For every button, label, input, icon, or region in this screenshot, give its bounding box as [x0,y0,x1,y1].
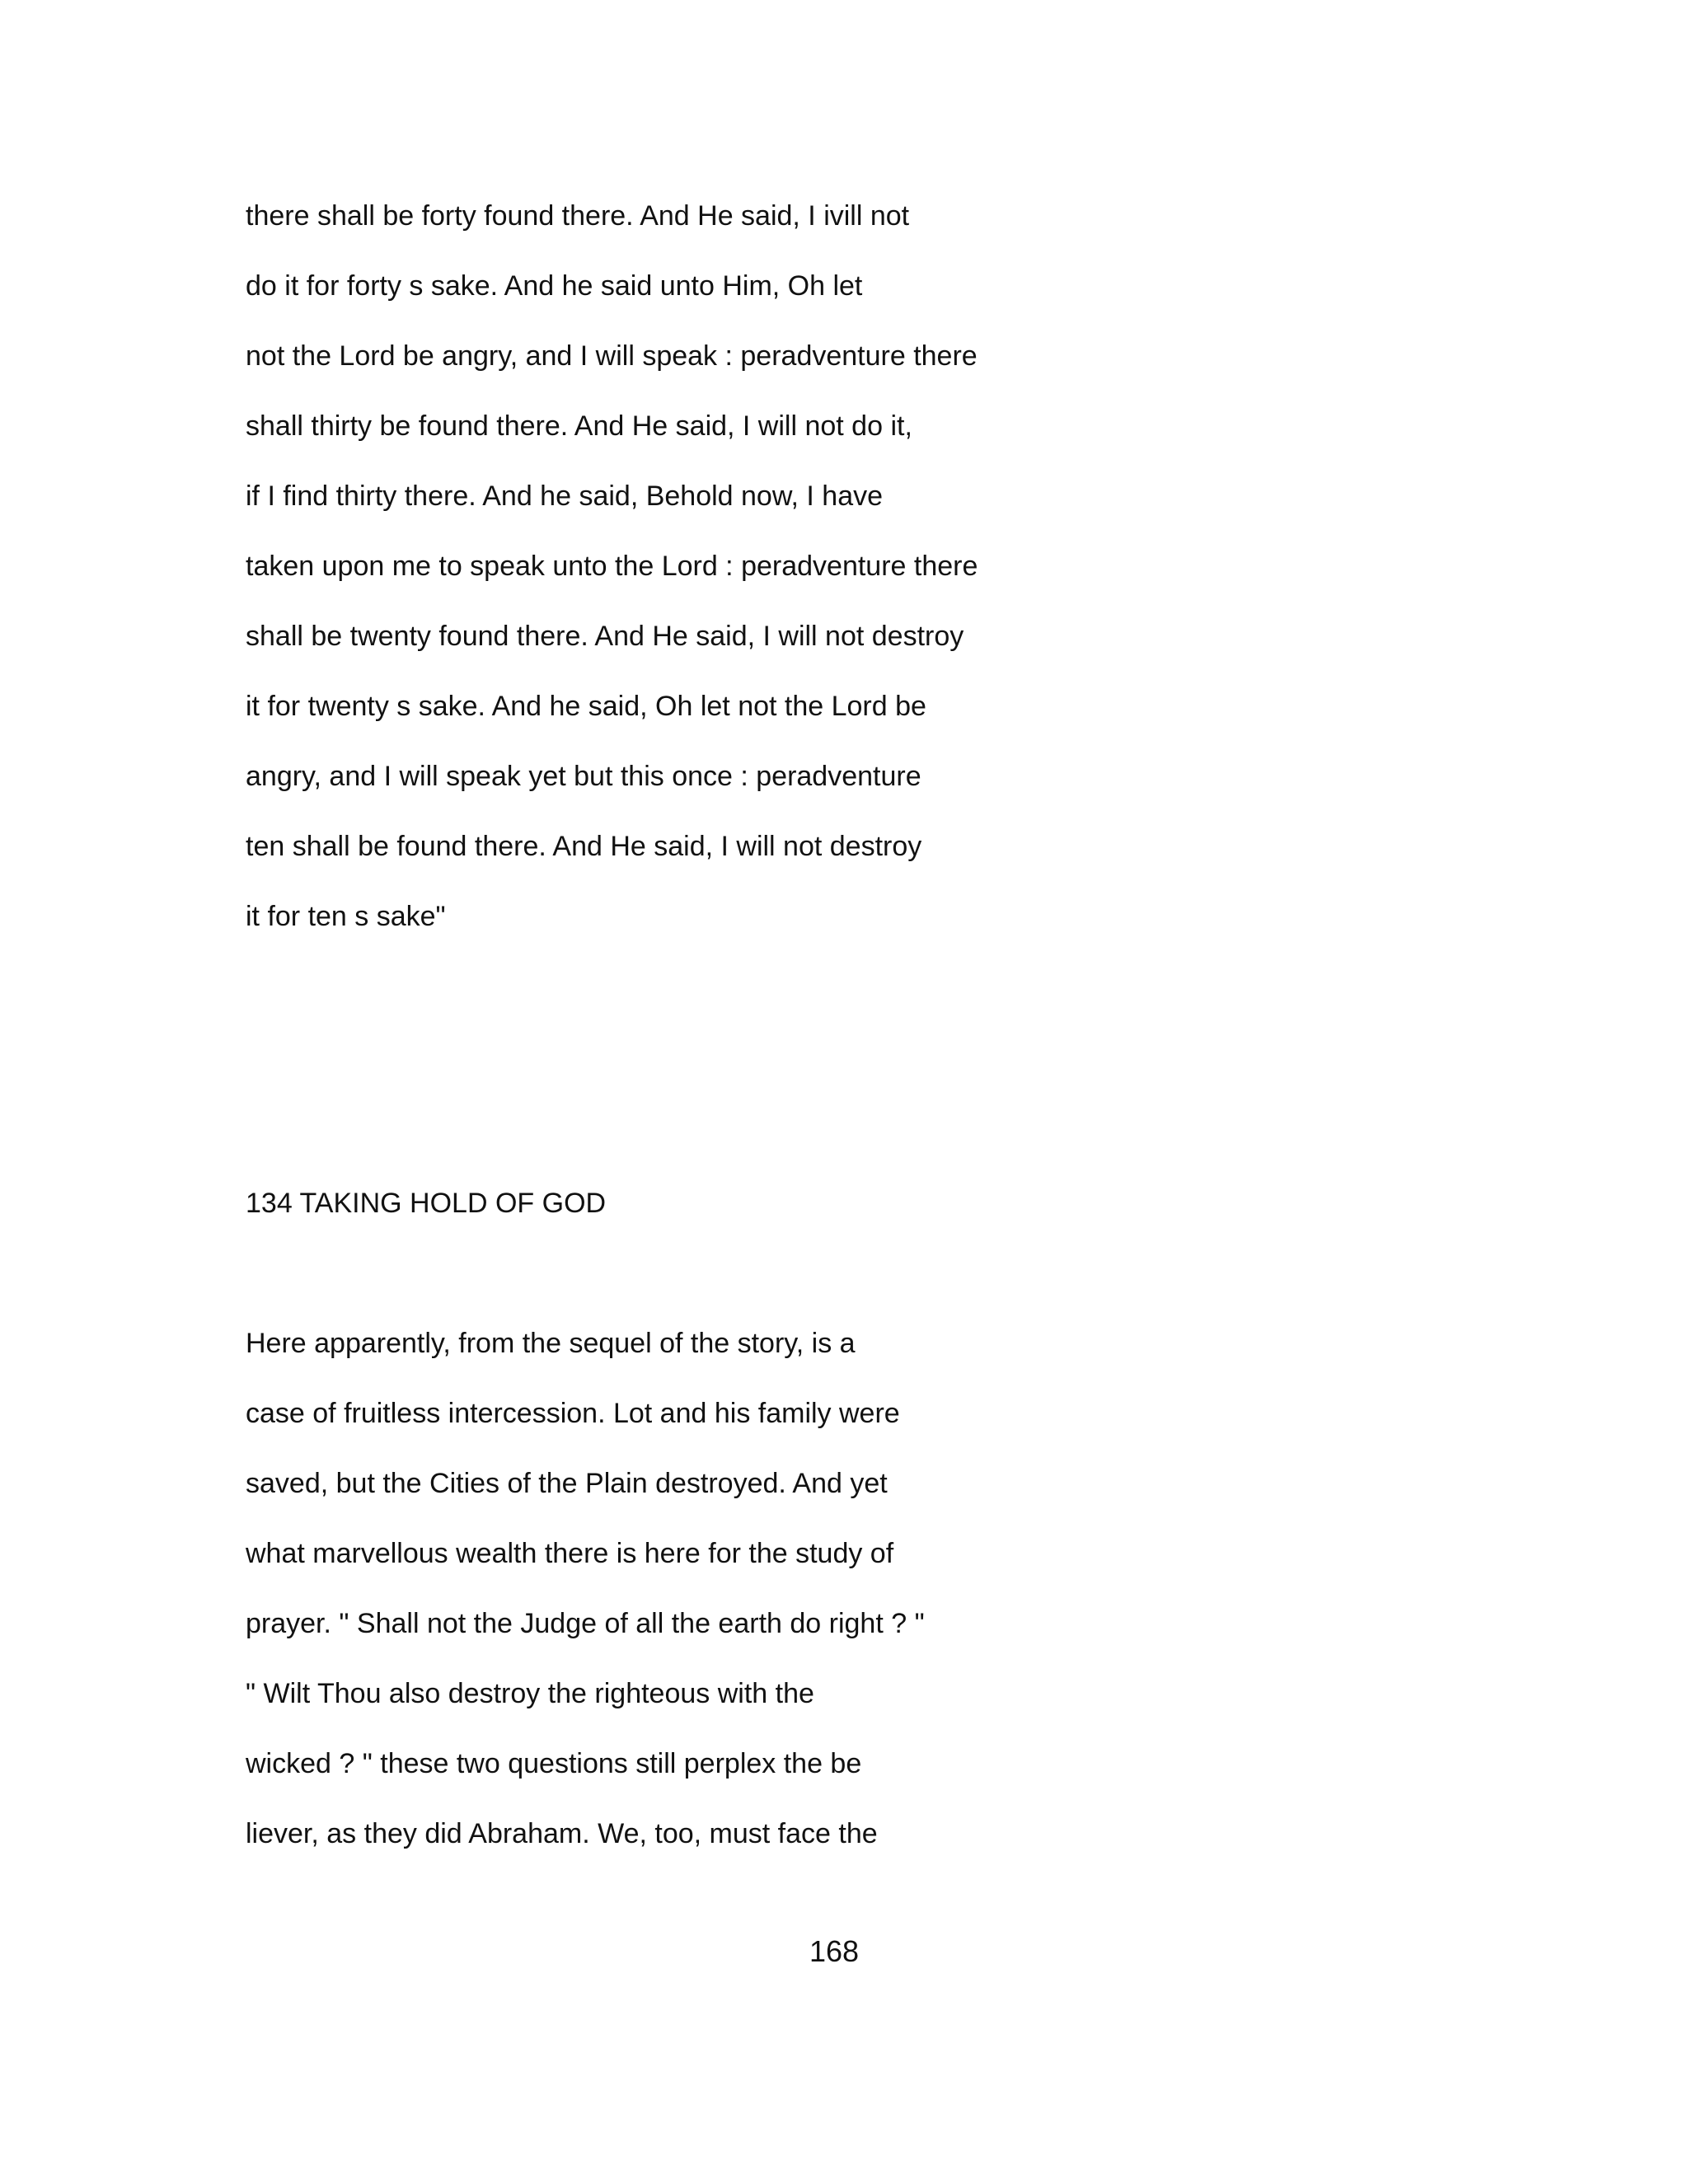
text-line: there shall be forty found there. And He said, I ivill not [246,200,910,232]
text-line: Here apparently, from the sequel of the story, is a [246,1328,856,1359]
text-line: what marvellous wealth there is here for the study of [246,1538,894,1569]
text-line: case of fruitless intercession. Lot and his family were [246,1398,900,1429]
text-line: " Wilt Thou also destroy the righteous with the [246,1678,814,1709]
text-line: angry, and I will speak yet but this once : peradventure [246,761,921,792]
running-head-block [246,1169,1482,1239]
text-line: not the Lord be angry, and I will speak : peradventure there [246,340,978,372]
text-line: if I find thirty there. And he said, Behold now, I have [246,480,884,512]
top-paragraph [246,181,1482,952]
text-line: prayer. " Shall not the Judge of all the earth do right ? " [246,1608,925,1639]
text-line: taken upon me to speak unto the Lord : peradventure there [246,551,978,582]
text-line: shall thirty be found there. And He said, I will not do it, [246,410,912,442]
page-number: 168 [809,1934,860,1968]
running-head: 134 TAKING HOLD OF GOD [246,1188,607,1219]
text-line: ten shall be found there. And He said, I will not destroy [246,831,922,862]
text-line: it for ten s sake" [246,901,446,932]
text-line: shall be twenty found there. And He said, I will not destroy [246,621,964,652]
text-line: it for twenty s sake. And he said, Oh let not the Lord be [246,691,926,722]
text-line: wicked ? " these two questions still perplex the be [246,1748,862,1779]
bottom-paragraph [246,1309,1482,1869]
text-line: saved, but the Cities of the Plain destroyed. And yet [246,1468,888,1499]
text-line: do it for forty s sake. And he said unto Him, Oh let [246,270,863,302]
text-line: liever, as they did Abraham. We, too, must face the [246,1818,878,1849]
